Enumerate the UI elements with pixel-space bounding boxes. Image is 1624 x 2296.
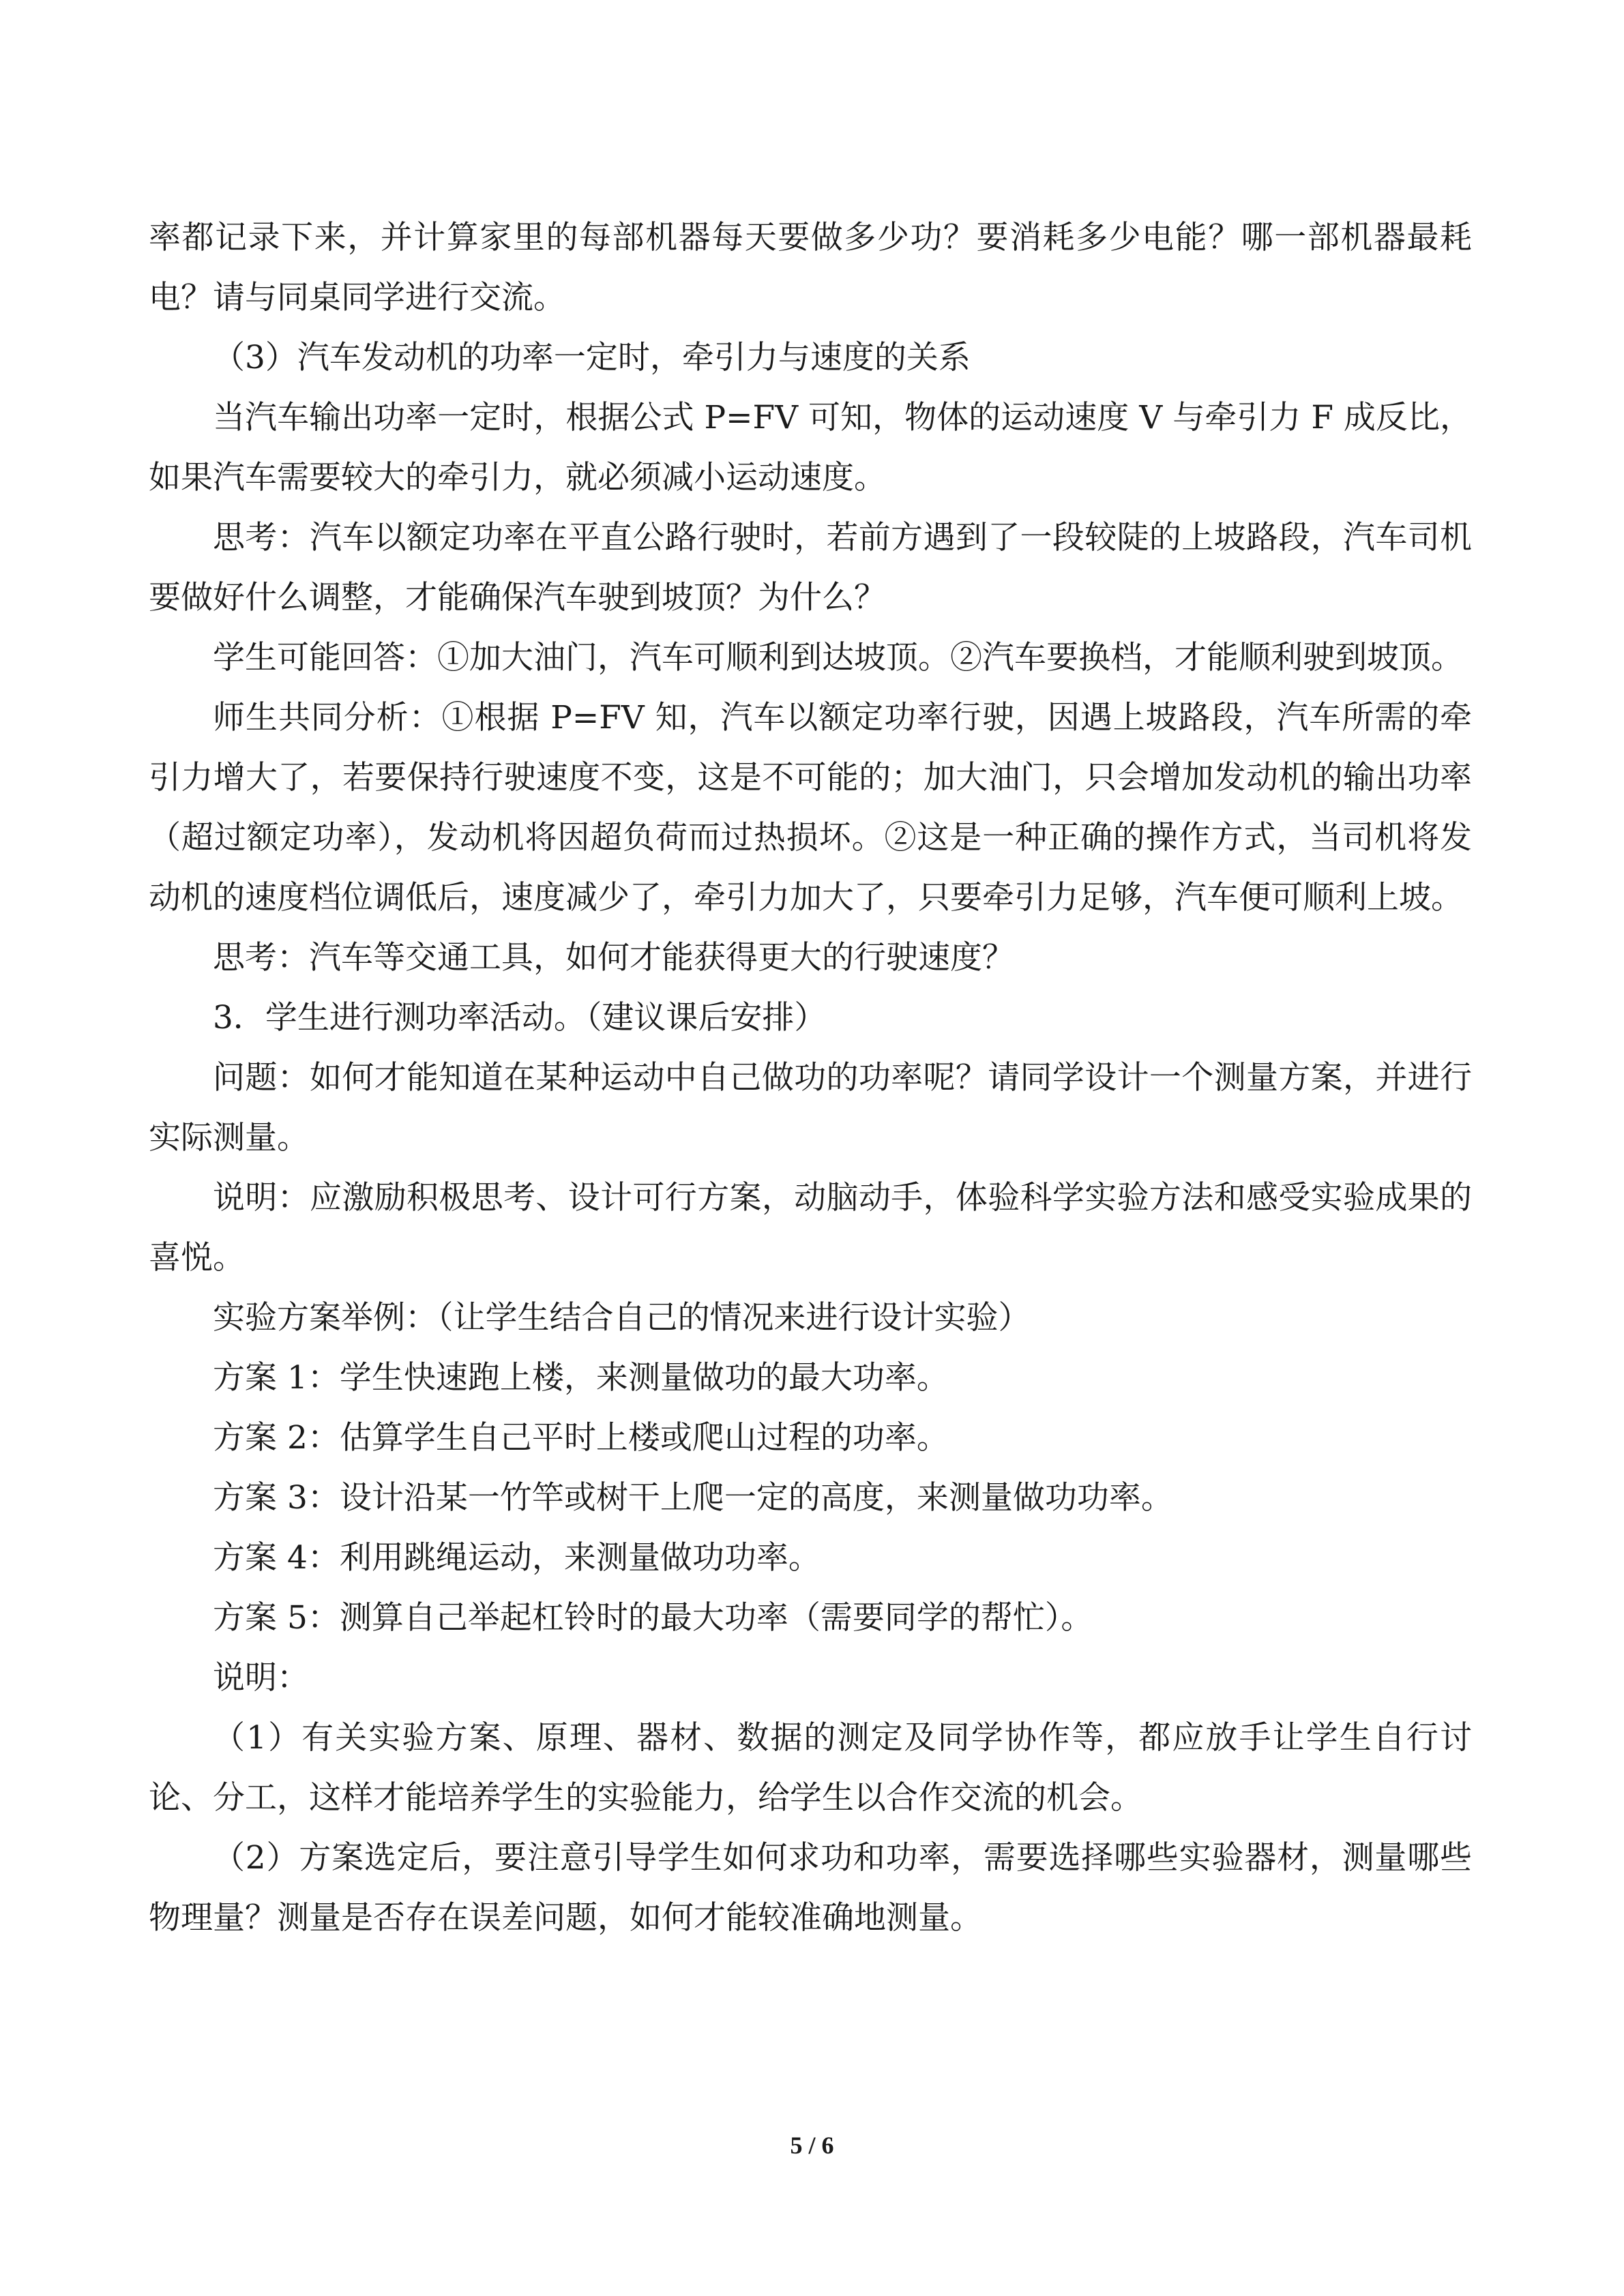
paragraph: （2）方案选定后，要注意引导学生如何求功和功率，需要选择哪些实验器材，测量哪些物理量？测量是否存在误差问题，如何才能较准确地测量。 [149,1839,1472,1937]
paragraph: 方案 2：估算学生自己平时上楼或爬山过程的功率。 [213,1419,949,1457]
paragraph: 说明：应激励积极思考、设计可行方案，动脑动手，体验科学实验方法和感受实验成果的喜悦。 [149,1179,1472,1277]
paragraph: 率都记录下来，并计算家里的每部机器每天要做多少功？要消耗多少电能？哪一部机器最耗电？请与同桌同学进行交流。 [149,219,1472,316]
paragraph: 方案 1：学生快速跑上楼，来测量做功的最大功率。 [213,1359,949,1397]
paragraph: 实验方案举例：（让学生结合自己的情况来进行设计实验） [213,1299,1031,1337]
paragraph: 学生可能回答：①加大油门，汽车可顺利到达坡顶。②汽车要换档，才能顺利驶到坡顶。 [213,639,1463,676]
paragraph: 方案 4：利用跳绳运动，来测量做功功率。 [213,1539,821,1577]
paragraph: 方案 3：设计沿某一竹竿或树干上爬一定的高度，来测量做功功率。 [213,1479,1173,1517]
paragraph: （3）汽车发动机的功率一定时，牵引力与速度的关系 [213,339,971,376]
paragraph: 问题：如何才能知道在某种运动中自己做功的功率呢？请同学设计一个测量方案，并进行实际测量。 [149,1059,1472,1157]
paragraph: （1）有关实验方案、原理、器材、数据的测定及同学协作等，都应放手让学生自行讨论、分工，这样才能培养学生的实验能力，给学生以合作交流的机会。 [149,1719,1472,1817]
paragraph: 3．学生进行测功率活动。（建议课后安排） [213,999,827,1037]
paragraph: 师生共同分析：①根据 P=FV 知，汽车以额定功率行驶，因遇上坡路段，汽车所需的牵引力增大了，若要保持行驶速度不变，这是不可能的；加大油门，只会增加发动机的输出功率（超过额定功率），发动机将因超负荷而过热损坏。②这是一种正确的操作方式，当司机将发动机的速度档位调低后，速度减少了，牵引力加大了，只要牵引力足够，汽车便可顺利上坡。 [149,699,1472,916]
paragraph: 当汽车输出功率一定时，根据公式 P=FV 可知，物体的运动速度 V 与牵引力 F 成反比，如果汽车需要较大的牵引力，就必须减小运动速度。 [149,399,1472,496]
paragraph: 思考：汽车以额定功率在平直公路行驶时，若前方遇到了一段较陡的上坡路段，汽车司机要做好什么调整，才能确保汽车驶到坡顶？为什么？ [149,519,1472,616]
paragraph: 说明： [213,1659,309,1697]
paragraph: 方案 5：测算自己举起杠铃时的最大功率（需要同学的帮忙）。 [213,1599,1093,1637]
paragraph: 思考：汽车等交通工具，如何才能获得更大的行驶速度？ [213,939,1014,976]
document-body [149,208,1472,1948]
page-number: 5 / 6 [790,2132,834,2159]
